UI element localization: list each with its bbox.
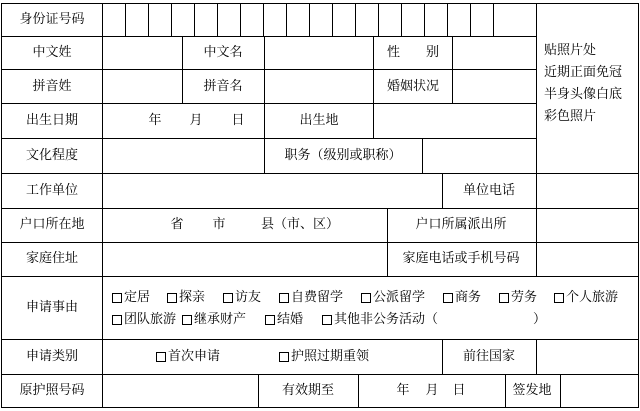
rule-r4-a (264, 103, 265, 139)
photo-line-4: 彩色照片 (544, 109, 597, 124)
pinyin-given-name-label: 拼音名 (203, 79, 243, 94)
rule-r4-b (373, 103, 374, 139)
birth-date-year: 年 (148, 113, 162, 128)
purpose-option-visit-relatives: 探亲 (179, 290, 206, 305)
purpose-label: 申请事由 (25, 300, 79, 315)
rule-r10-a (442, 339, 443, 375)
birth-date-label: 出生日期 (25, 113, 79, 128)
rule-r7-a (387, 208, 388, 243)
purpose-option-other: 其他非公务活动（ (334, 312, 439, 327)
checkbox-expired-renewal[interactable] (279, 352, 289, 362)
checkbox-first-application[interactable] (156, 352, 166, 362)
employer-phone-label: 单位电话 (462, 183, 516, 198)
rule-r11-a (258, 374, 259, 408)
issue-place-label: 签发地 (512, 383, 552, 398)
birth-date-day: 日 (231, 113, 245, 128)
rule-r2-d (452, 36, 453, 104)
rule-row1 (1, 36, 536, 37)
pinyin-surname-label: 拼音姓 (32, 79, 72, 94)
position-label: 职务（级别或职称） (284, 148, 402, 163)
hukou-province: 省 (170, 217, 184, 232)
apply-type-label: 申请类别 (25, 349, 79, 364)
valid-year: 年 (396, 383, 410, 398)
rule-r7-b (536, 208, 537, 243)
cn-given-name-label: 中文名 (203, 45, 243, 60)
old-passport-label: 原护照号码 (19, 383, 85, 398)
checkbox-purpose-business[interactable] (443, 293, 453, 303)
birth-date-month: 月 (189, 113, 203, 128)
hukou-label: 户口所在地 (19, 217, 85, 232)
rule-r2-a (182, 36, 183, 104)
checkbox-purpose-visit-friends[interactable] (223, 293, 233, 303)
hukou-city: 市 (212, 217, 226, 232)
rule-row3 (1, 103, 536, 104)
valid-month: 月 (425, 383, 439, 398)
rule-row5 (1, 173, 639, 174)
rule-bottom (1, 407, 639, 408)
id-number-label: 身份证号码 (19, 12, 85, 27)
rule-r11-c (505, 374, 506, 408)
rule-r8-a (387, 242, 388, 277)
purpose-option-business: 商务 (455, 290, 482, 305)
checkbox-purpose-marriage[interactable] (265, 315, 275, 325)
rule-row6 (1, 208, 639, 209)
purpose-option-personal-travel: 个人旅游 (566, 290, 619, 305)
purpose-option-labor: 劳务 (511, 290, 538, 305)
education-label: 文化程度 (25, 148, 79, 163)
rule-row4 (1, 138, 536, 139)
rule-r5-b (422, 138, 423, 174)
photo-line-3: 半身头像白底 (544, 87, 623, 102)
birthplace-label: 出生地 (299, 113, 339, 128)
hukou-county: 县（市、区） (260, 217, 340, 232)
home-phone-label: 家庭电话或手机号码 (402, 251, 520, 266)
rule-row7 (1, 242, 639, 243)
rule-r6-b (536, 173, 537, 209)
photo-line-2: 近期正面免冠 (544, 65, 623, 80)
valid-day: 日 (452, 383, 466, 398)
rule-r8-b (536, 242, 537, 277)
rule-left (1, 3, 2, 408)
purpose-other-close-paren: ） (533, 312, 547, 327)
rule-r2-c (373, 36, 374, 104)
checkbox-purpose-personal-travel[interactable] (554, 293, 564, 303)
checkbox-purpose-visit-relatives[interactable] (167, 293, 177, 303)
gender-label: 性 别 (386, 45, 440, 60)
checkbox-purpose-inheritance[interactable] (182, 315, 192, 325)
purpose-option-group-travel: 团队旅游 (124, 312, 177, 327)
rule-r10-b (536, 339, 537, 375)
apply-type-first: 首次申请 (168, 349, 221, 364)
marital-status-label: 婚姻状况 (386, 79, 440, 94)
employer-label: 工作单位 (25, 183, 79, 198)
rule-r11-d (560, 374, 561, 408)
rule-row8 (1, 276, 639, 277)
rule-r5-a (264, 138, 265, 174)
cn-surname-label: 中文姓 (32, 45, 72, 60)
home-address-label: 家庭住址 (25, 251, 79, 266)
rule-row2 (1, 69, 536, 70)
checkbox-purpose-self-study[interactable] (279, 293, 289, 303)
checkbox-purpose-labor[interactable] (499, 293, 509, 303)
rule-row9 (1, 339, 639, 340)
valid-until-label: 有效期至 (281, 383, 335, 398)
photo-line-1: 贴照片处 (544, 43, 597, 58)
police-station-label: 户口所属派出所 (415, 217, 507, 232)
purpose-option-visit-friends: 访友 (235, 290, 262, 305)
purpose-option-inheritance: 继承财产 (194, 312, 247, 327)
photo-area[interactable] (537, 40, 640, 128)
rule-r11-b (358, 374, 359, 408)
purpose-option-self-study: 自费留学 (291, 290, 344, 305)
apply-type-renewal: 护照过期重领 (291, 349, 370, 364)
destination-label: 前往国家 (462, 349, 516, 364)
rule-r6-a (442, 173, 443, 209)
purpose-option-marriage: 结婚 (277, 312, 304, 327)
checkbox-purpose-other[interactable] (322, 315, 332, 325)
checkbox-purpose-group-travel[interactable] (112, 315, 122, 325)
checkbox-purpose-settle[interactable] (112, 293, 122, 303)
rule-top (1, 3, 639, 4)
rule-row10 (1, 374, 639, 375)
rule-label-col (102, 3, 103, 408)
purpose-option-settle: 定居 (124, 290, 151, 305)
id-number-input[interactable] (103, 6, 536, 33)
checkbox-purpose-public-study[interactable] (361, 293, 371, 303)
rule-r2-b (264, 36, 265, 104)
purpose-option-public-study: 公派留学 (373, 290, 426, 305)
